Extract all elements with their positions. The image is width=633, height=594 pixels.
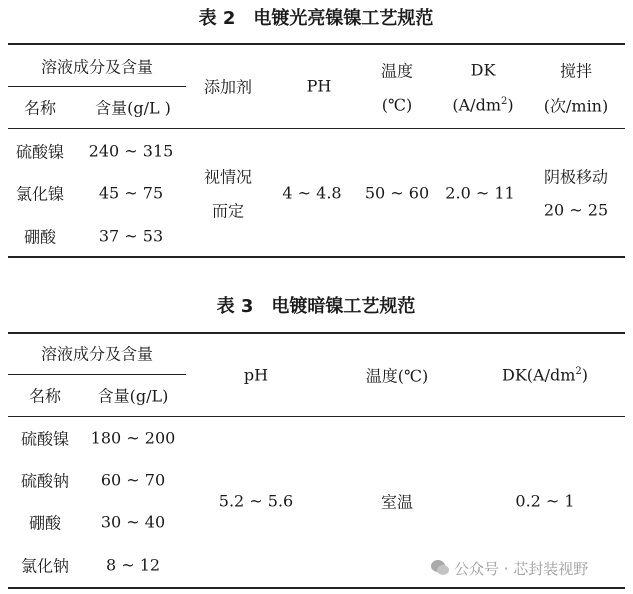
table2-additive-2: 而定 (211, 201, 245, 221)
table2-header-temp: 温度 (380, 61, 414, 81)
table3-header-group: 溶液成分及含量 (40, 344, 154, 364)
table3-dk: 0.2 ~ 1 (515, 491, 575, 511)
table2-header-group: 溶液成分及含量 (40, 57, 154, 77)
table3-row-name: 硼酸 (28, 513, 62, 533)
table3-row-content: 8 ~ 12 (105, 555, 161, 575)
table2-row-name: 氯化镍 (15, 184, 65, 204)
table2-row-name: 硼酸 (23, 227, 57, 247)
table2-title: 表 2 电镀光亮镍镍工艺规范 (198, 8, 434, 29)
table3-header-temp: 温度(℃) (365, 366, 429, 386)
table3-bottom-rule (8, 587, 625, 589)
table2-additive: 视情况 (203, 167, 253, 187)
table2-ph: 4 ~ 4.8 (282, 183, 342, 203)
table2-dk: 2.0 ~ 11 (445, 183, 515, 203)
table3-row-content: 60 ~ 70 (100, 470, 166, 490)
table2-stir-value: 20 ~ 25 (543, 200, 609, 220)
table3-temp: 室温 (380, 492, 414, 512)
table3-sub-rule (8, 374, 186, 375)
watermark (430, 558, 588, 579)
table3-row-content: 30 ~ 40 (100, 512, 166, 532)
table2-row-content: 45 ~ 75 (98, 183, 164, 203)
table2-top-rule (8, 43, 625, 45)
table2-header-ph: PH (306, 76, 332, 96)
table3-row-name: 氯化钠 (20, 556, 70, 576)
table3-row-content: 180 ~ 200 (90, 428, 176, 448)
table2-row-name: 硫酸镍 (15, 142, 65, 162)
table3-header-name: 名称 (28, 386, 62, 406)
table3-header-ph: pH (243, 365, 269, 385)
table2-header-stir: 搅拌 (559, 61, 593, 81)
table3-title: 表 3 电镀暗镍工艺规范 (216, 296, 416, 317)
table2-header-rule (8, 128, 625, 129)
table3-ph: 5.2 ~ 5.6 (218, 491, 294, 511)
table2-row-content: 37 ~ 53 (98, 226, 164, 246)
watermark-text: 公众号 · 芯封装视野 (454, 560, 589, 578)
table2-stir: 阴极移动 (543, 167, 609, 187)
table2-header-dk: DK (470, 60, 496, 80)
table3-header-dk: $DK(A/dm^2)$ (501, 365, 589, 385)
table3-header-rule (8, 416, 625, 417)
table3-top-rule (8, 332, 625, 334)
table2-row-content: 240 ~ 315 (88, 141, 174, 161)
table2-header-additive: 添加剂 (203, 77, 253, 97)
table2-header-name: 名称 (23, 98, 57, 118)
table3-row-name: 硫酸镍 (20, 429, 70, 449)
table2-header-content: 含量(g/L ) (95, 98, 171, 118)
table2-bottom-rule (8, 256, 625, 258)
table2-temp: 50 ~ 60 (364, 183, 430, 203)
table2-header-dk-unit: $(A/dm^2)$ (452, 95, 514, 115)
table2-header-temp-unit: (℃) (381, 95, 413, 115)
table3-header-content: 含量(g/L) (97, 386, 169, 406)
wechat-icon (430, 559, 450, 577)
table2-sub-rule (8, 86, 186, 87)
table2-header-stir-unit: (次/min) (543, 96, 609, 116)
table3-row-name: 硫酸钠 (20, 471, 70, 491)
